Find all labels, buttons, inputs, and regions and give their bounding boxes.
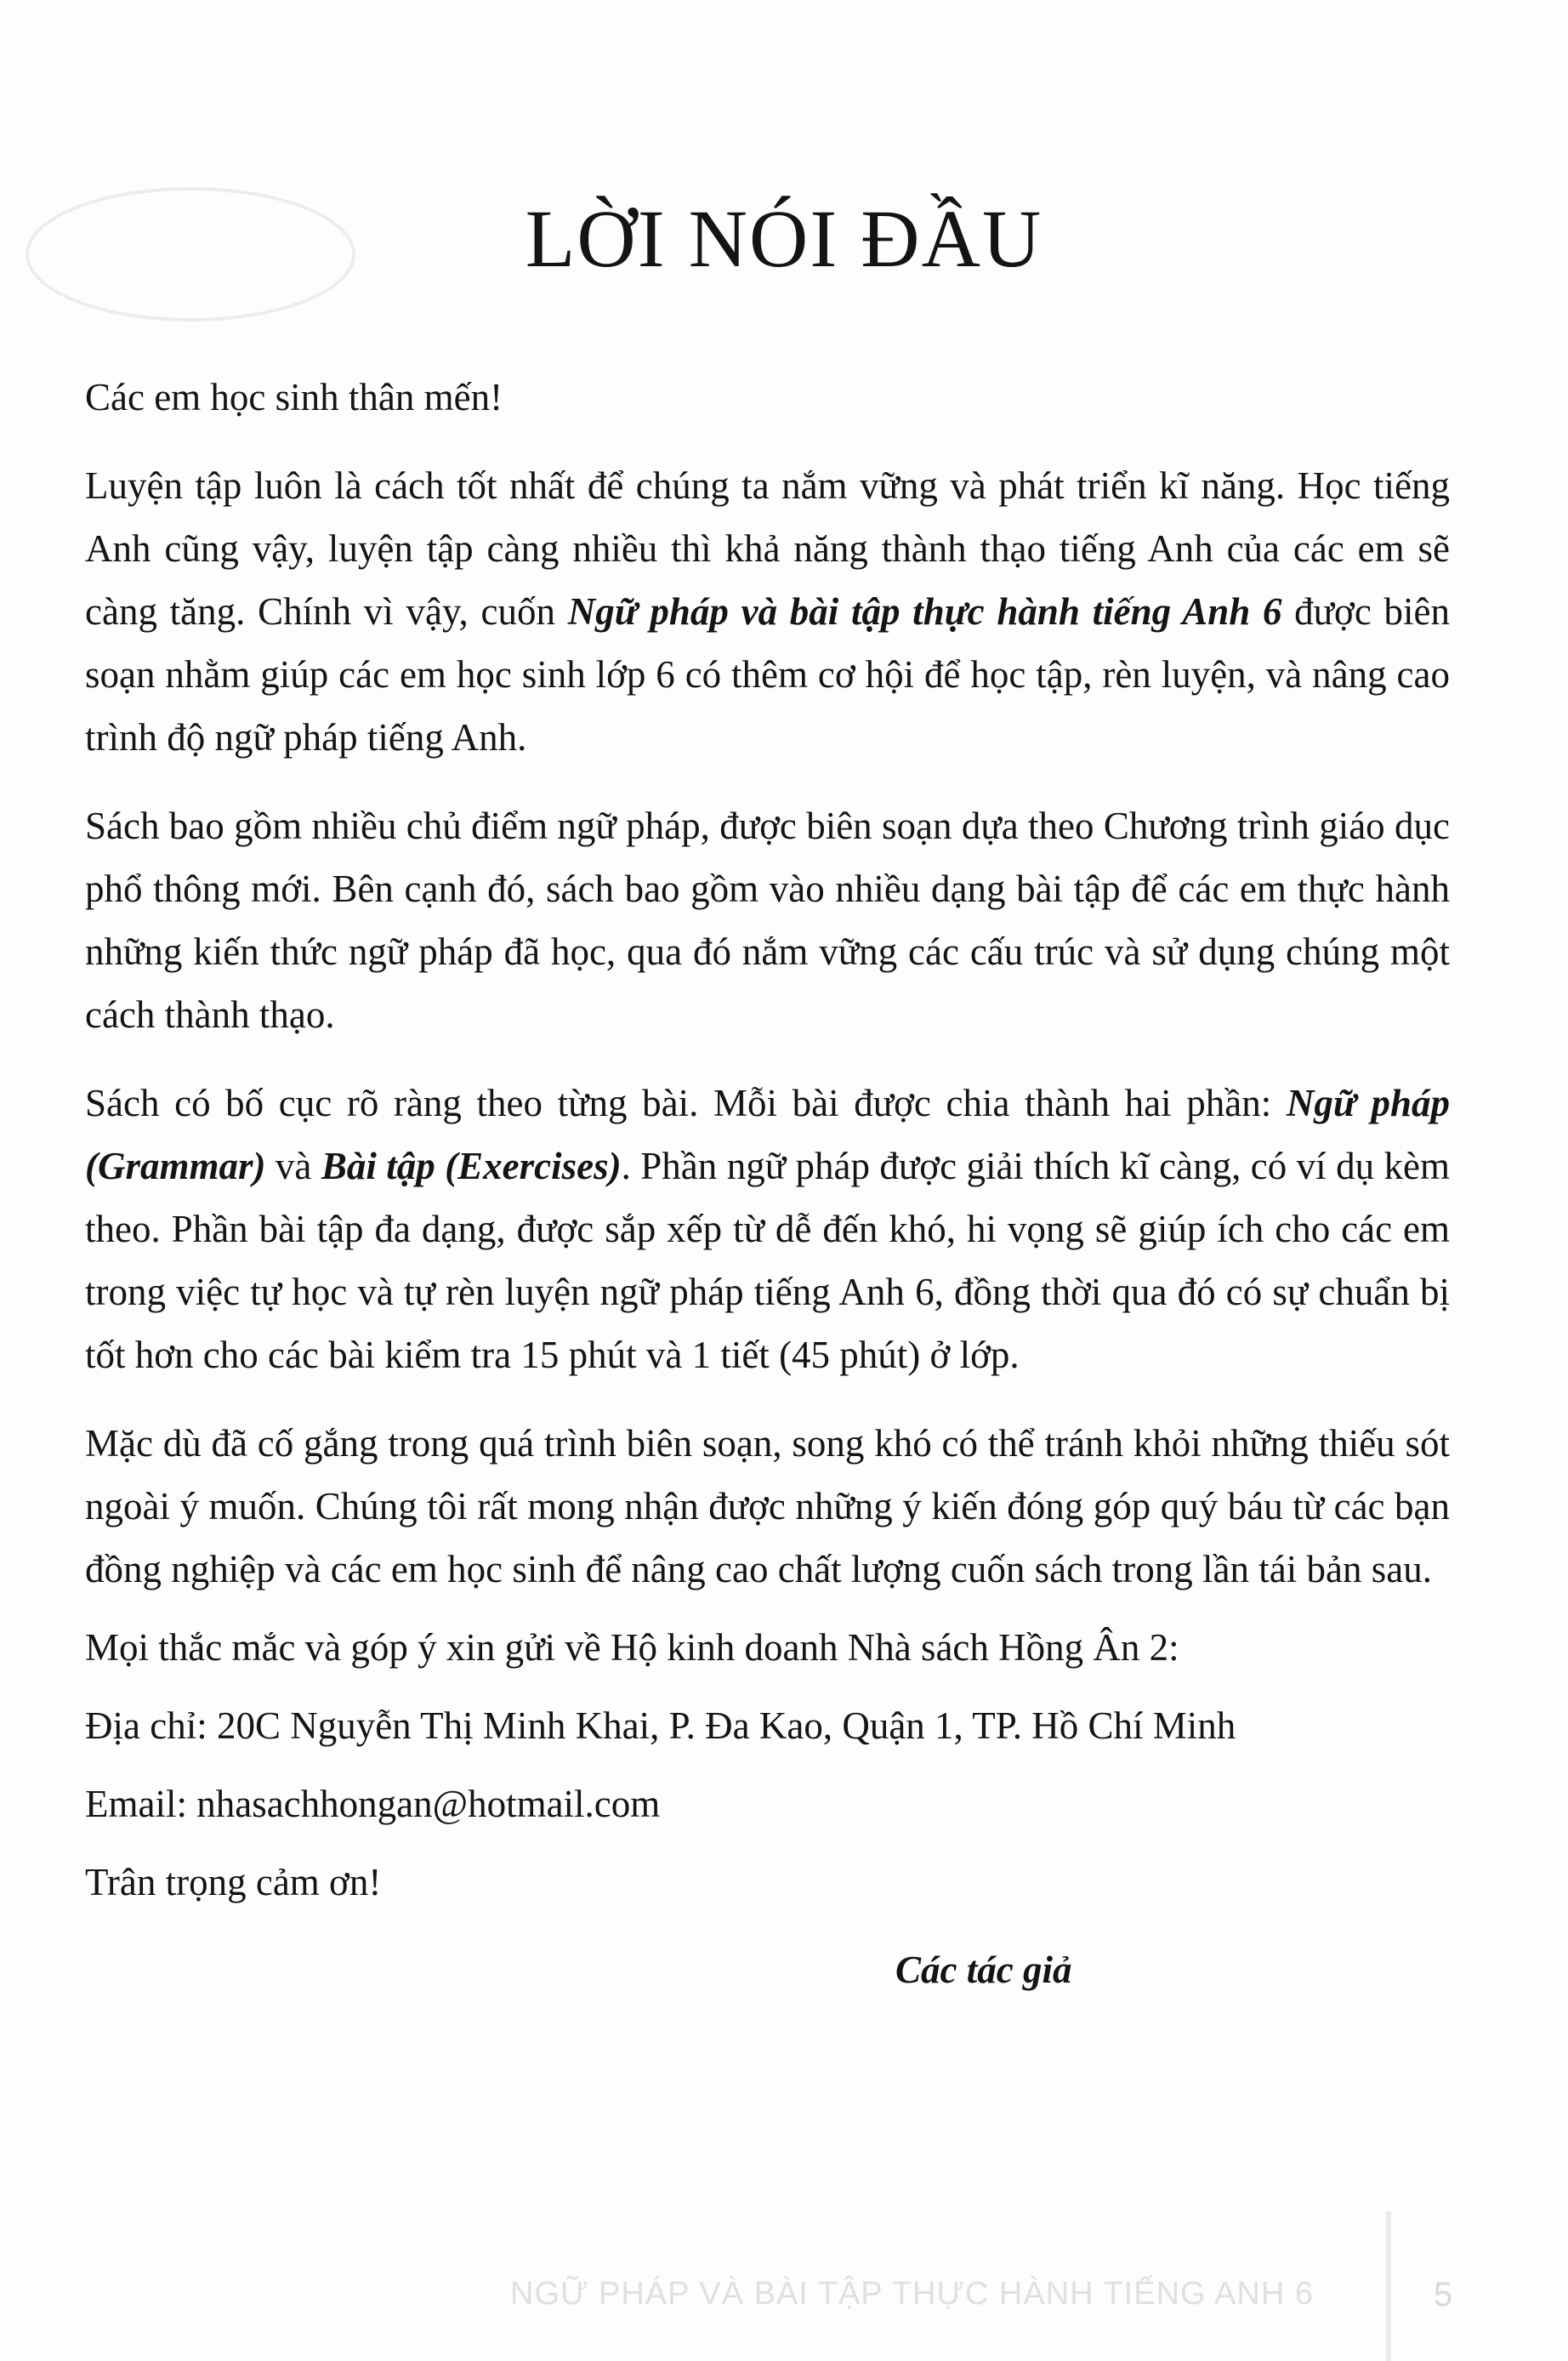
grammar-term: Ngữ pháp (Grammar)	[85, 1082, 1450, 1187]
paragraph-3	[85, 1072, 1450, 1386]
signature: Các tác giả	[895, 1949, 1072, 1991]
paragraph-1	[85, 454, 1450, 769]
preface-body	[85, 366, 1450, 1929]
email-line: Email: nhasachhongan@hotmail.com	[85, 1783, 661, 1825]
paragraph-1-end: được biên soạn nhằm giúp các em học sinh lớp 6 có thêm cơ hội để học tập, rèn luyện, và nâng cao trình độ ngữ pháp tiếng Anh.	[85, 590, 1450, 759]
contact-intro: Mọi thắc mắc và góp ý xin gửi về Hộ kinh doanh Nhà sách Hồng Ân 2:	[85, 1626, 1179, 1669]
show-through-divider	[1386, 2211, 1391, 2361]
thanks-line: Trân trọng cảm ơn!	[85, 1861, 382, 1903]
page-number: 5	[1434, 2276, 1453, 2313]
paragraph-1-start: Luyện tập luôn là cách tốt nhất để chúng ta nắm vững và phát triển kĩ năng. Học tiếng Anh cũng vậy, luyện tập càng nhiều thì khả năng thành thạo tiếng Anh của các em sẽ càng tăng. Chính vì vậy, cuốn	[85, 464, 1450, 633]
paragraph-3-start: Sách có bố cục rõ ràng theo từng bài. Mỗi bài được chia thành hai phần:	[85, 1082, 1287, 1124]
greeting: Các em học sinh thân mến!	[85, 376, 503, 418]
show-through-footer: NGỮ PHÁP VÀ BÀI TẬP THỰC HÀNH TIẾNG ANH 6	[510, 2276, 1314, 2312]
page-title: LỜI NÓI ĐẦU	[525, 193, 1043, 284]
address-line: Địa chỉ: 20C Nguyễn Thị Minh Khai, P. Đa Kao, Quận 1, TP. Hồ Chí Minh	[85, 1704, 1236, 1747]
book-title: Ngữ pháp và bài tập thực hành tiếng Anh 6	[567, 590, 1282, 633]
paragraph-3-and: và	[265, 1145, 321, 1187]
paragraph-2: Sách bao gồm nhiều chủ điểm ngữ pháp, được biên soạn dựa theo Chương trình giáo dục phổ thông mới. Bên cạnh đó, sách bao gồm vào nhiều dạng bài tập để các em thực hành những kiến thức ngữ pháp đã học, qua đó nắm vững các cấu trúc và sử dụng chúng một cách thành thạo.	[85, 805, 1450, 1036]
exercises-term: Bài tập (Exercises)	[321, 1145, 622, 1187]
paragraph-4: Mặc dù đã cố gắng trong quá trình biên soạn, song khó có thể tránh khỏi những thiếu sót ngoài ý muốn. Chúng tôi rất mong nhận được những ý kiến đóng góp quý báu từ các bạn đồng nghiệp và các em học sinh để nâng cao chất lượng cuốn sách trong lần tái bản sau.	[85, 1422, 1450, 1590]
paragraph-3-end: . Phần ngữ pháp được giải thích kĩ càng, có ví dụ kèm theo. Phần bài tập đa dạng, được sắp xếp từ dễ đến khó, hi vọng sẽ giúp ích cho các em trong việc tự học và tự rèn luyện ngữ pháp tiếng Anh 6, đồng thời qua đó có sự chuẩn bị tốt hơn cho các bài kiểm tra 15 phút và 1 tiết (45 phút) ở lớp.	[85, 1145, 1450, 1376]
